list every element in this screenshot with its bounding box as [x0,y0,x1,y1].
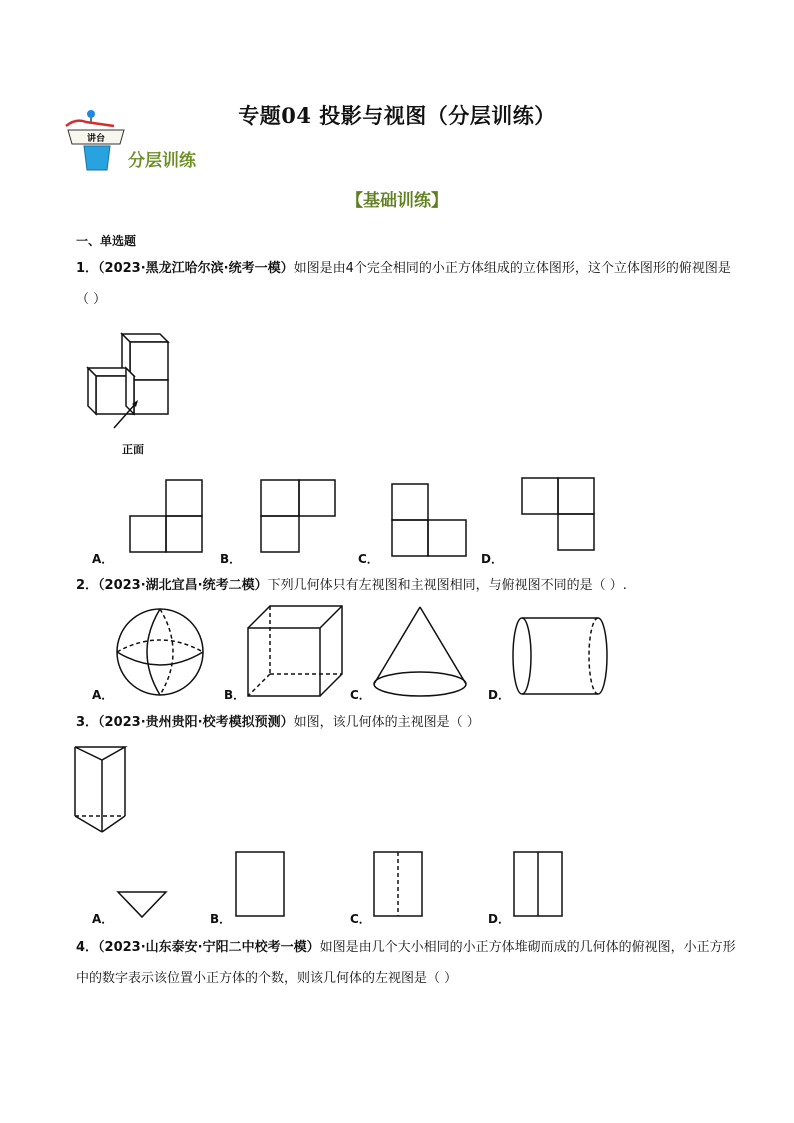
question-text: 如图，该几何体的主视图是（ ） [293,715,480,730]
question-number: 4． [76,940,99,955]
question-1 [76,253,736,315]
option-d-solid-view[interactable] [512,850,566,920]
option-b-label[interactable]: B． [210,912,232,926]
option-c-top-view[interactable] [390,482,468,558]
section-badge-label: 分层训练 [128,151,196,171]
question-source: （2023·黑龙江哈尔滨·统考一模） [98,261,294,276]
question-type-heading: 一、单选题 [76,234,137,248]
question-text: 下列几何体只有左视图和主视图相同，与俯视图不同的是（ ）. [267,578,627,593]
question-4 [76,932,736,994]
option-a-label[interactable]: A． [92,552,114,566]
question-text: 如图是由几个大小相同的小正方体堆砌而成的几何体的俯视图，小正方形中的数字表示该位置小正方体的个数，则该几何体的左视图是（ ） [76,940,736,986]
section-title: 【基础训练】 [346,191,448,211]
option-a-triangle-view[interactable] [116,890,168,920]
option-d-label[interactable]: D． [488,688,510,702]
question-number: 1． [76,261,99,276]
option-b-label[interactable]: B． [224,688,246,702]
podium-icon [62,108,132,174]
cube-stack-figure [82,330,182,430]
question-source: （2023·山东泰安·宁阳二中校考一模） [98,940,320,955]
option-c-dashed-view[interactable] [372,850,426,920]
podium-text: 讲台 [86,134,106,144]
option-a-sphere[interactable] [114,606,206,698]
option-a-label[interactable]: A． [92,688,114,702]
page-title: 专题04 投影与视图（分层训练） [238,103,556,128]
option-b-rectangle-view[interactable] [234,850,288,920]
option-d-label[interactable]: D． [481,552,503,566]
option-d-cylinder[interactable] [510,614,610,698]
option-c-label[interactable]: C． [358,552,379,566]
option-c-label[interactable]: C． [350,688,371,702]
question-2 [76,570,736,601]
option-a-top-view[interactable] [128,478,204,554]
option-d-top-view[interactable] [520,476,598,554]
front-view-label: 正面 [122,443,144,456]
option-b-cube[interactable] [244,604,346,700]
question-number: 3． [76,715,99,730]
option-b-top-view[interactable] [259,478,337,554]
option-c-cone[interactable] [370,604,470,698]
triangular-prism-figure [72,744,128,836]
question-source: （2023·湖北宜昌·统考二模） [98,578,268,593]
question-3 [76,707,736,738]
option-d-label[interactable]: D． [488,912,510,926]
option-a-label[interactable]: A． [92,912,114,926]
question-number: 2． [76,578,99,593]
option-c-label[interactable]: C． [350,912,371,926]
question-text: 如图是由4个完全相同的小正方体组成的立体图形，这个立体图形的俯视图是（ ） [76,261,731,307]
option-b-label[interactable]: B． [220,552,242,566]
question-source: （2023·贵州贵阳·校考模拟预测） [98,715,294,730]
